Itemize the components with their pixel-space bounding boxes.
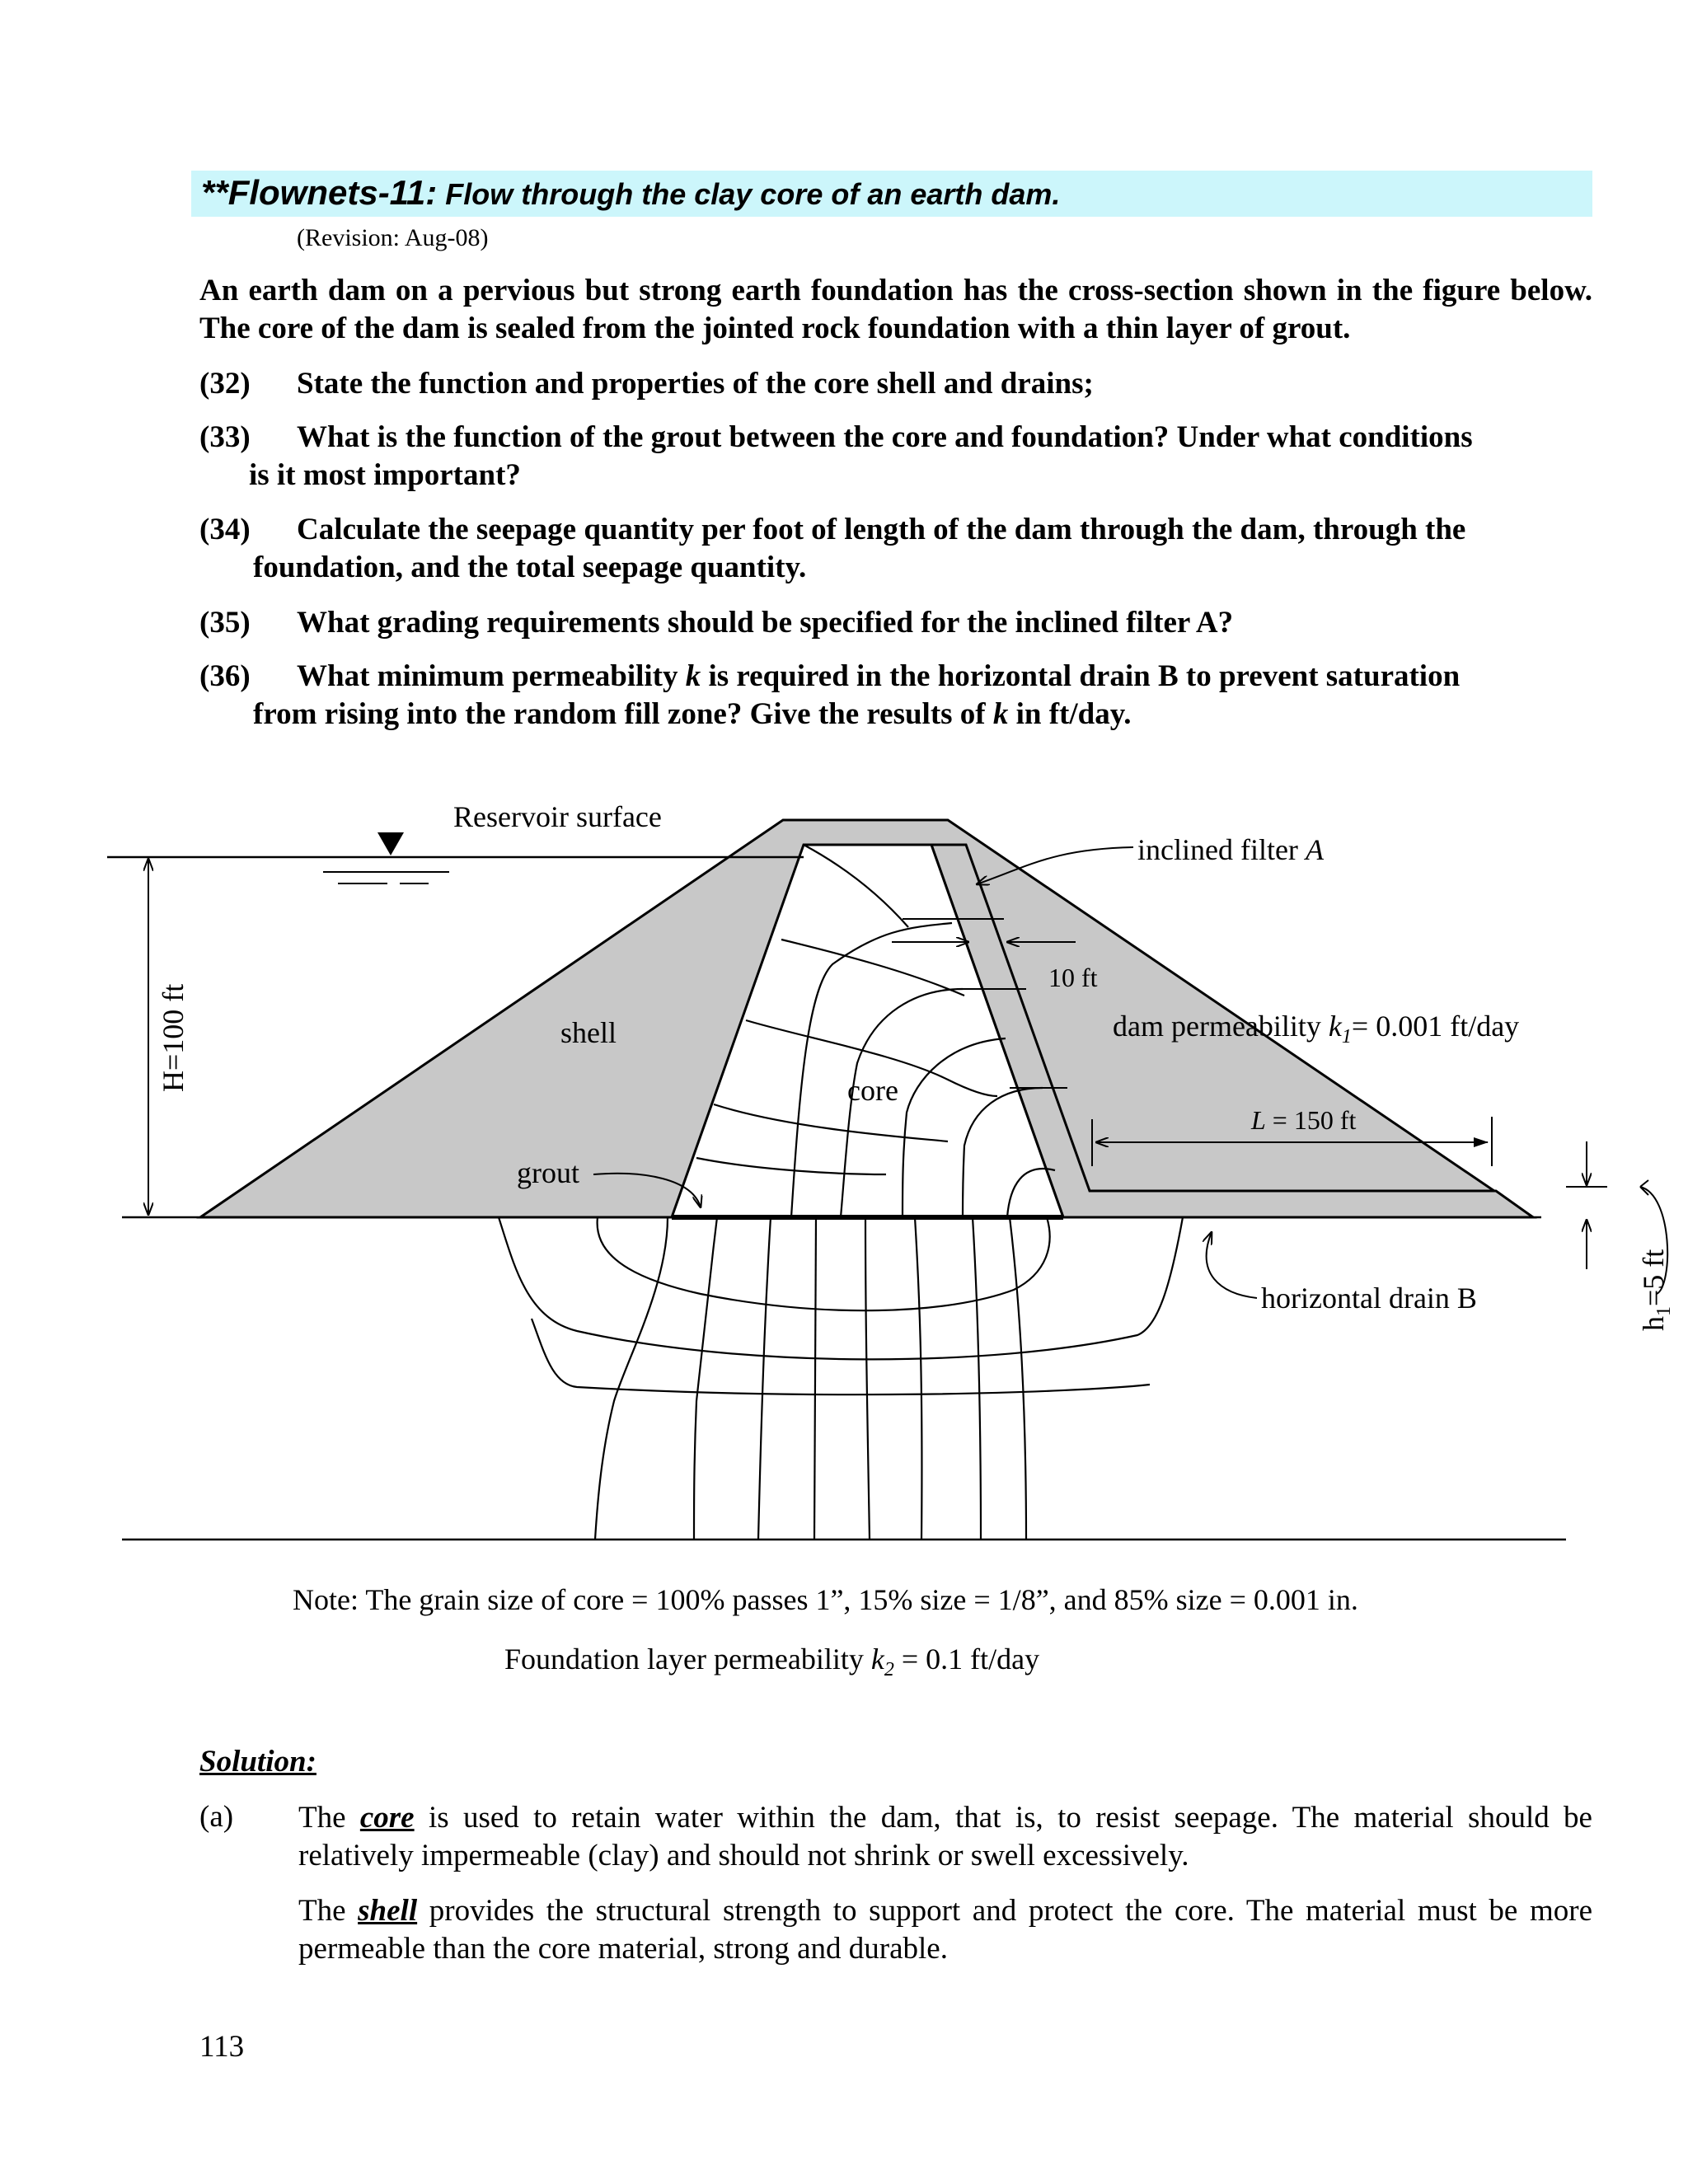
foundation-permeability-note: Foundation layer permeability $k_2 = 0.1$ ft/day bbox=[504, 1643, 1040, 1681]
shell-label: shell bbox=[560, 1016, 617, 1049]
h1-label: $h_1=5$ ft bbox=[1637, 1249, 1675, 1331]
filter-width-label: 10 ft bbox=[1048, 963, 1098, 992]
intro-paragraph: An earth dam on a pervious but strong earth foundation has the cross-section shown in the figure below. The core of the dam is sealed from the jointed rock foundation with a thin layer of grout. bbox=[199, 274, 1592, 345]
solution-core-paragraph: The core is used to retain water within the dam, that is, to resist seepage. The material should be relatively impermeable (clay) and should not shrink or swell excessively. bbox=[298, 1801, 1592, 1872]
solution-part-a-label: (a) bbox=[199, 1800, 234, 1834]
inclined-filter-label: inclined filter A bbox=[1137, 833, 1324, 866]
grout-label: grout bbox=[517, 1156, 579, 1189]
question-32: (32) State the function and properties of the core shell and drains; bbox=[199, 367, 1094, 401]
reservoir-surface-label: Reservoir surface bbox=[453, 800, 662, 833]
solution-heading: Solution: bbox=[199, 1745, 316, 1779]
foundation-flownet bbox=[499, 1217, 1183, 1540]
solution-shell-paragraph: The shell provides the structural strength to support and protect the core. The material must be more permeable than the core material, strong and durable. bbox=[298, 1894, 1592, 1966]
question-34: (34) Calculate the seepage quantity per foot of length of the dam through the dam, through the foundation, and the total seepage quantity. bbox=[199, 513, 1466, 584]
question-35: (35) What grading requirements should be specified for the inclined filter A? bbox=[199, 606, 1234, 640]
height-label: H=100 ft bbox=[157, 983, 190, 1092]
dam-cross-section-figure bbox=[0, 766, 1688, 1558]
question-33: (33) What is the function of the grout between the core and foundation? Under what conditions is it most important? bbox=[199, 420, 1473, 492]
grain-size-note: Note: The grain size of core = 100% passes 1”, 15% size = 1/8”, and 85% size = 0.001 in. bbox=[293, 1583, 1358, 1616]
dam-permeability-label: dam permeability $k_1= 0.001$ ft/day bbox=[1113, 1010, 1520, 1047]
core-label: core bbox=[847, 1074, 898, 1107]
length-label: L = 150 ft bbox=[1251, 1105, 1357, 1135]
horizontal-drain-label: horizontal drain B bbox=[1261, 1282, 1477, 1315]
page-title: **Flownets-11: Flow through the clay core of an earth dam. bbox=[201, 173, 1061, 212]
question-36: (36) What minimum permeability k is required in the horizontal drain B to prevent saturation from rising into the random fill zone? Give the results of k in ft/day. bbox=[199, 659, 1461, 731]
page-number: 113 bbox=[199, 2030, 245, 2064]
revision-note: (Revision: Aug-08) bbox=[297, 224, 489, 251]
